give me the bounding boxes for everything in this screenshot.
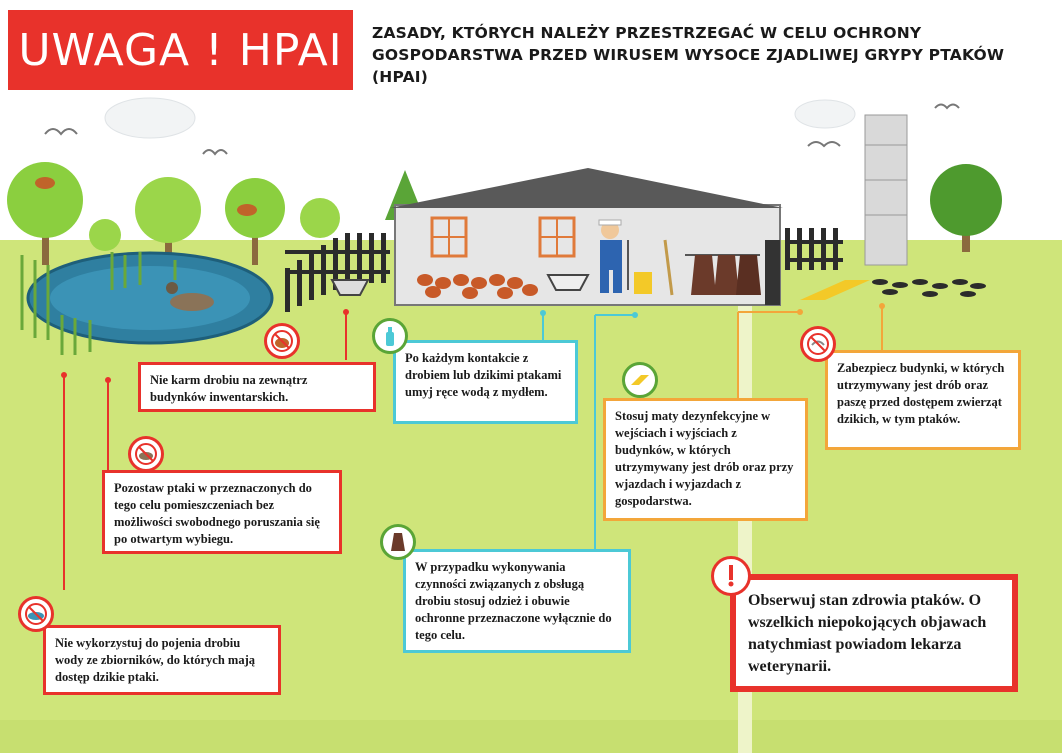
apron-rack (685, 255, 761, 295)
robin-icon (237, 204, 257, 216)
rule-handwash-box (393, 340, 578, 424)
rule-mats-box (603, 398, 808, 521)
boots-icon (634, 272, 652, 294)
page-title: ZASADY, KTÓRYCH NALEŻY PRZESTRZEGAĆ W CELU OCHRONY GOSPODARSTWA PRZED WIRUSEM WYSOCE ZJADLIWEJ GRYPY PTAKÓW (HPAI) (372, 24, 1005, 86)
rule-clothing-box (403, 549, 631, 653)
robin-icon (35, 177, 55, 189)
no-pond-water-icon (18, 596, 54, 632)
rule-water-box (43, 625, 281, 695)
apron-icon (380, 524, 416, 560)
rule-secure-text: Zabezpiecz budynki, w których utrzymywany jest drób oraz paszę przed dostępem zwierząt dzikich, w tym ptaków. (837, 361, 1005, 426)
rule-handwash-text: Po każdym kontakcie z drobiem lub dzikimi ptakami umyj ręce wodą z mydłem. (405, 351, 562, 399)
no-feeding-icon (264, 323, 300, 359)
rule-confine-text: Pozostaw ptaki w przeznaczonych do tego celu pomieszczeniach bez możliwości swobodnego poruszania się po otwartym wybiegu. (114, 481, 320, 546)
soap-icon (372, 318, 408, 354)
rule-secure-box (825, 350, 1021, 450)
badge-text: UWAGA ! HPAI (18, 24, 343, 76)
disinfection-mat-icon (622, 362, 658, 398)
no-free-range-icon (128, 436, 164, 472)
rule-water-text: Nie wykorzystuj do pojenia drobiu wody ze zbiorników, do których mają dostęp dzikie ptaki. (55, 636, 255, 684)
rule-feeding-text: Nie karm drobiu na zewnątrz budynków inwentarskich. (150, 373, 308, 404)
warning-icon (711, 556, 751, 596)
feeder-icon (548, 275, 588, 290)
rule-mats-text: Stosuj maty dezynfekcyjne w wejściach i wyjściach z budynków, w których utrzymywany jest drób oraz przy wjazdach i wyjazdach z gospodarstwa. (615, 409, 794, 508)
rule-observe-box (730, 574, 1018, 692)
rule-confine-box (102, 470, 342, 554)
rule-observe-text: Obserwuj stan zdrowia ptaków. O wszelkich niepokojących objawach natychmiast powiadom lekarza weterynarii. (748, 592, 987, 675)
silo (865, 115, 907, 265)
header-badge (8, 10, 353, 90)
rule-feeding-box (138, 362, 376, 412)
no-wild-birds-icon (800, 326, 836, 362)
rule-clothing-text: W przypadku wykonywania czynności związanych z obsługą drobiu stosuj odzież i obuwie ochronne przeznaczone wyłącznie do tego celu. (415, 560, 612, 642)
